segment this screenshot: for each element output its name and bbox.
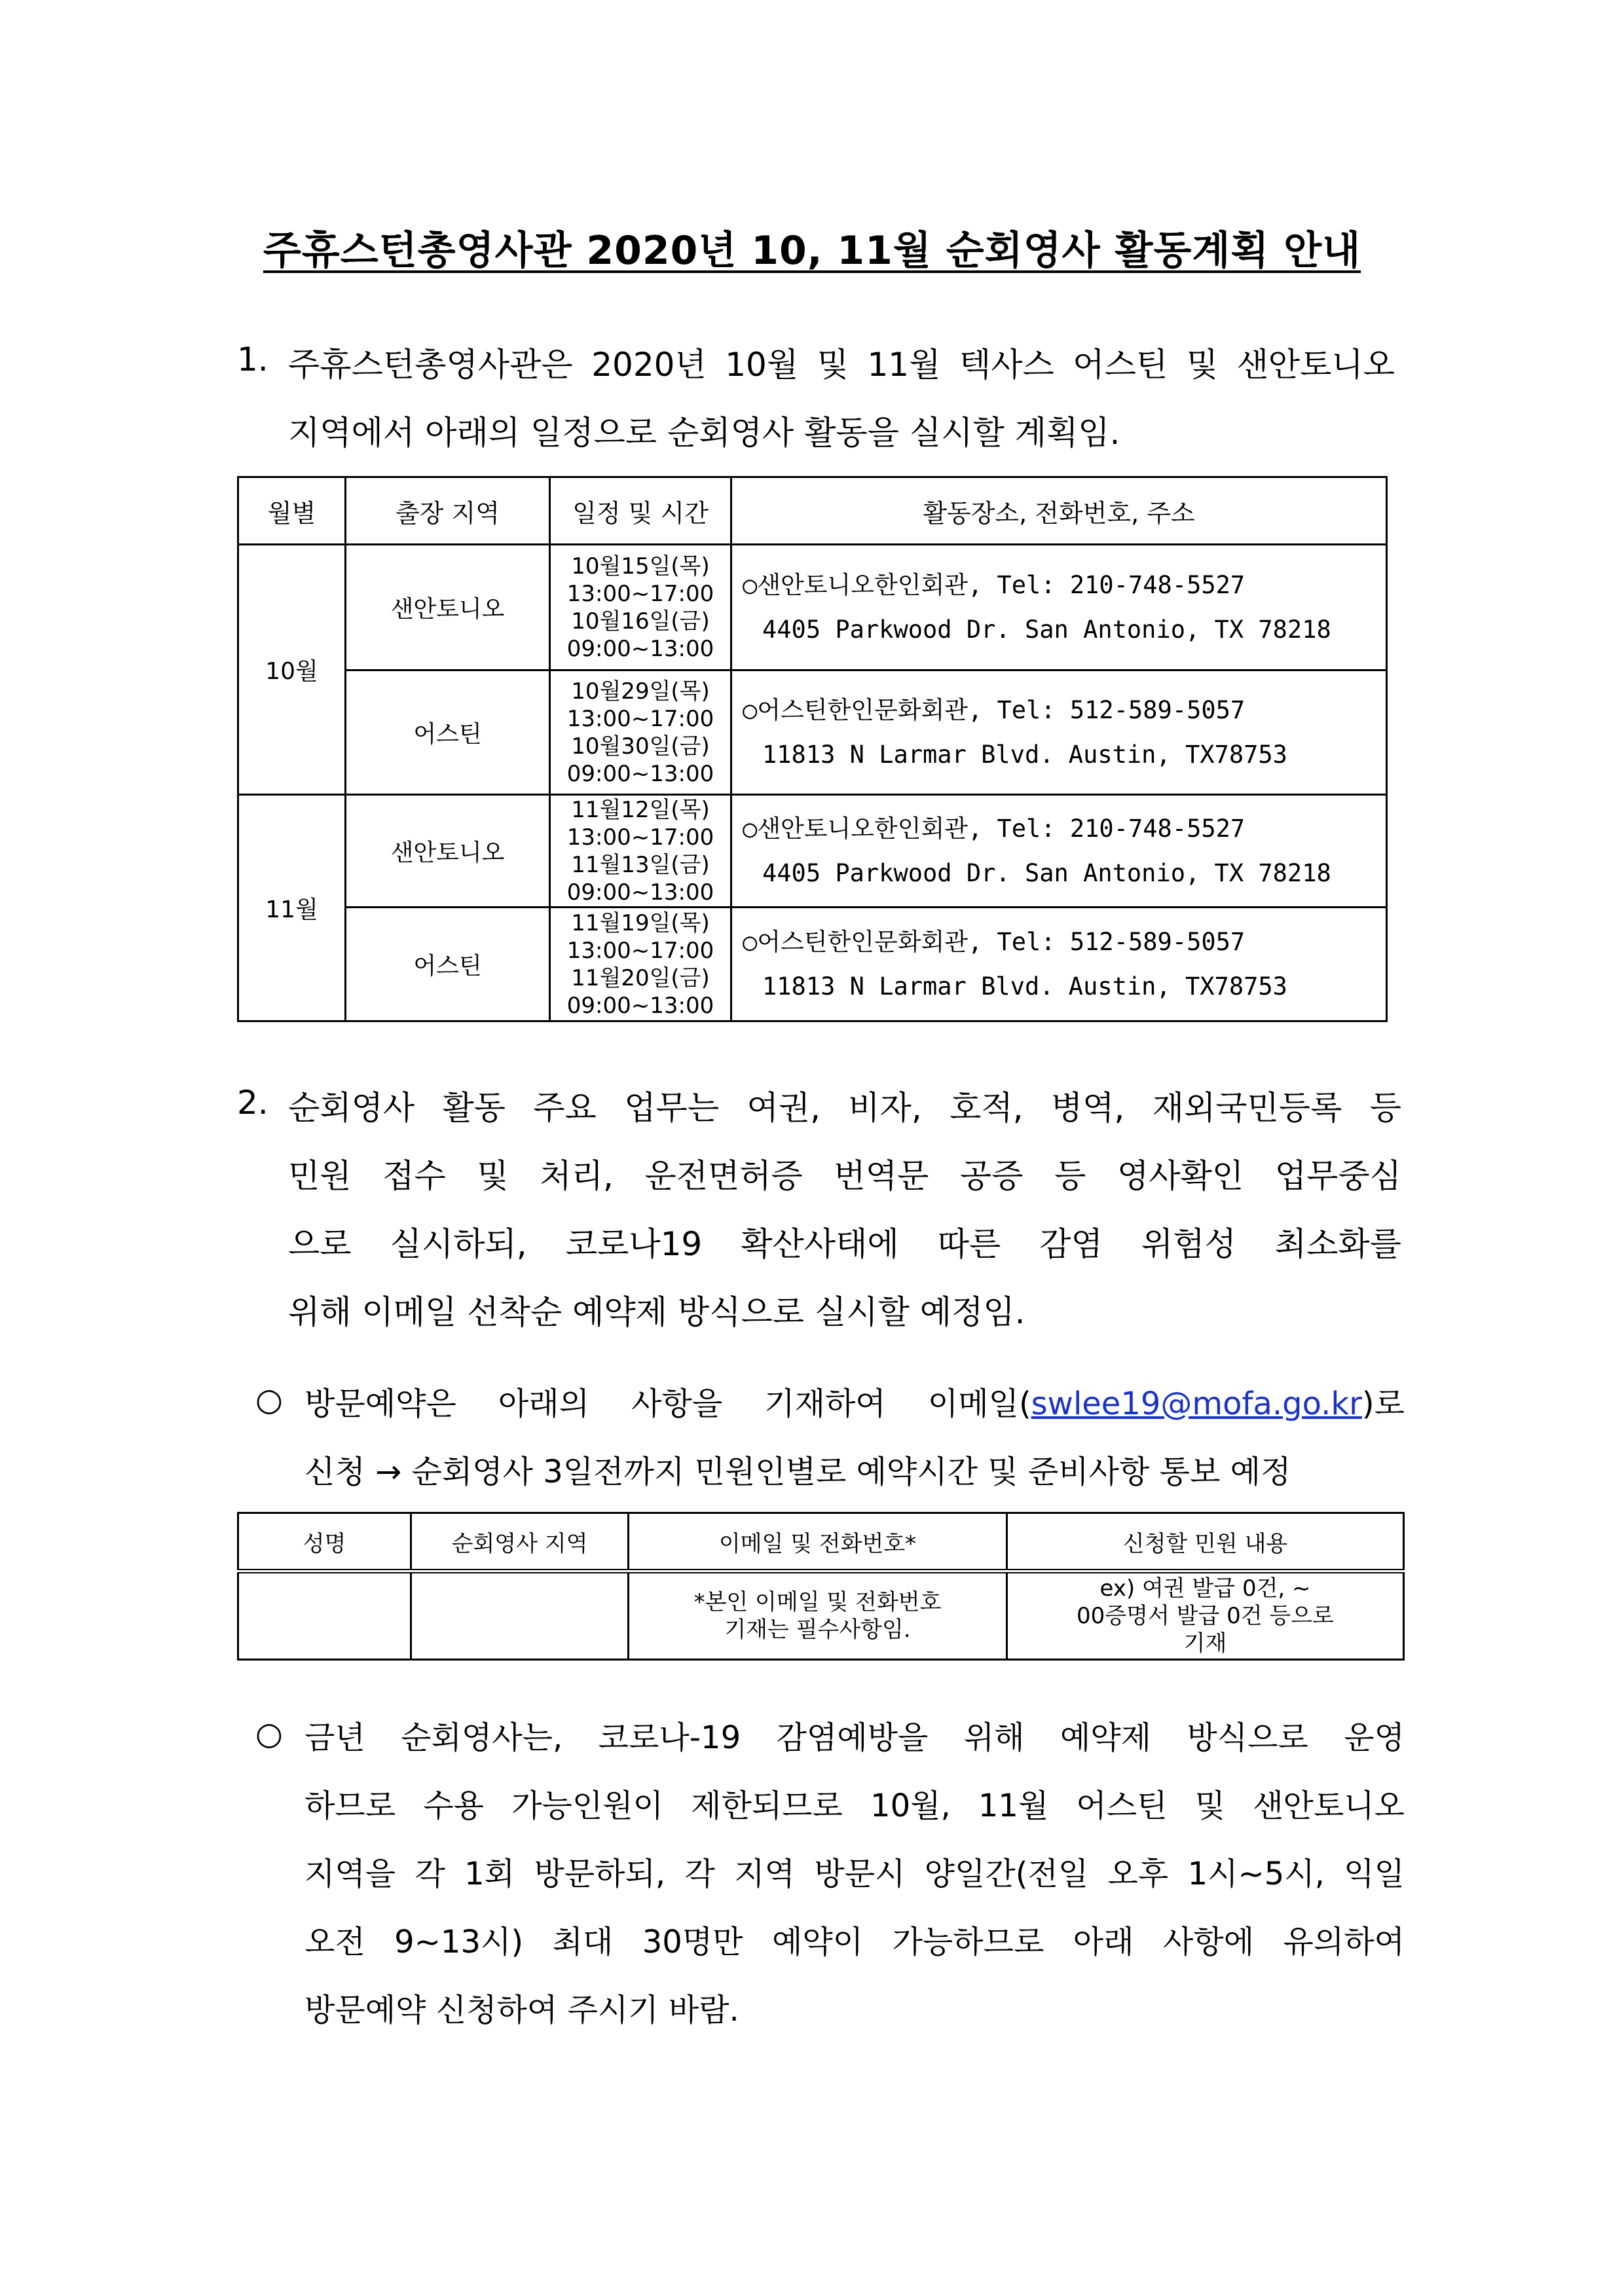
table-row — [238, 795, 1387, 908]
schedule-table — [237, 476, 1388, 1022]
bullet-2-line: 하므로 수용 가능인원이 제한되므로 10월, 11월 어스틴 및 샌안토니오 — [304, 1788, 1405, 1824]
section-2-text — [288, 1074, 1401, 1346]
document-title: 주휴스턴총영사관 2020년 10, 11월 순회영사 활동계획 안내 — [263, 228, 1361, 274]
table-row — [238, 545, 1387, 670]
bullet-1-line: 신청 → 순회영사 3일전까지 민원인별로 예약시간 및 준비사항 통보 예정 — [304, 1454, 1291, 1490]
section-2-line: 민원 접수 및 처리, 운전면허증 번역문 공증 등 영사확인 업무중심 — [288, 1157, 1401, 1195]
venue-address: 4405 Parkwood Dr. San Antonio, TX 78218 — [762, 858, 1331, 887]
venue-cell — [731, 545, 1387, 670]
form-example-row — [238, 1571, 1404, 1660]
schedule-time: 13:00~17:00 — [566, 580, 714, 607]
venue-name: ○샌안토니오한인회관, Tel: 210-748-5527 — [743, 570, 1246, 599]
bullet-1-text-after: )로 — [1361, 1386, 1405, 1422]
region-cell: 어스틴 — [346, 908, 550, 1021]
email-note-line: 기재는 필수사항임. — [724, 1617, 911, 1643]
bullet-1-text-before: 방문예약은 아래의 사항을 기재하여 이메일( — [304, 1386, 1031, 1422]
email-link[interactable]: swlee19@mofa.go.kr — [1031, 1386, 1362, 1422]
section-2-line: 순회영사 활동 주요 업무는 여권, 비자, 호적, 병역, 재외국민등록 등 — [288, 1089, 1401, 1127]
request-content-cell — [1007, 1571, 1404, 1660]
content-note-line: ex) 여권 발급 0건, ~ — [1099, 1575, 1311, 1602]
table-row — [238, 670, 1387, 795]
section-2-line: 으로 실시하되, 코로나19 확산사태에 따른 감염 위험성 최소화를 — [288, 1225, 1401, 1263]
venue-address: 4405 Parkwood Dr. San Antonio, TX 78218 — [762, 615, 1331, 644]
table-row — [238, 908, 1387, 1021]
region-cell — [411, 1571, 629, 1660]
schedule-date: 10월30일(금) — [571, 733, 710, 760]
schedule-date: 11월20일(금) — [571, 964, 710, 991]
content-note-line: 기재 — [1183, 1630, 1227, 1657]
region-cell: 샌안토니오 — [346, 795, 550, 908]
venue-name: ○어스틴한인문화회관, Tel: 512-589-5057 — [743, 695, 1246, 724]
header-region: 출장 지역 — [346, 477, 550, 545]
month-cell: 11월 — [238, 795, 346, 1021]
header-venue: 활동장소, 전화번호, 주소 — [731, 477, 1387, 545]
section-2-line: 위해 이메일 선착순 예약제 방식으로 실시할 예정임. — [288, 1293, 1025, 1331]
section-2-number: 2. — [237, 1084, 268, 1122]
venue-cell — [731, 795, 1387, 908]
venue-address: 11813 N Larmar Blvd. Austin, TX78753 — [762, 740, 1287, 769]
header-month: 월별 — [238, 477, 346, 545]
header-name: 성명 — [238, 1513, 411, 1571]
month-cell: 10월 — [238, 545, 346, 795]
schedule-time: 13:00~17:00 — [566, 705, 714, 732]
schedule-time: 09:00~13:00 — [566, 879, 714, 906]
email-phone-cell — [629, 1571, 1007, 1660]
venue-name: ○샌안토니오한인회관, Tel: 210-748-5527 — [743, 814, 1246, 843]
header-consular-region: 순회영사 지역 — [411, 1513, 629, 1571]
schedule-cell — [550, 670, 731, 795]
schedule-cell — [550, 795, 731, 908]
section-1-number: 1. — [237, 340, 268, 378]
schedule-cell — [550, 908, 731, 1021]
schedule-header-row — [238, 477, 1387, 545]
bullet-1-text — [304, 1370, 1405, 1506]
header-schedule: 일정 및 시간 — [550, 477, 731, 545]
application-form-table — [237, 1512, 1405, 1661]
schedule-time: 09:00~13:00 — [566, 635, 714, 662]
schedule-time: 09:00~13:00 — [566, 760, 714, 787]
bullet-2-line: 오전 9~13시) 최대 30명만 예약이 가능하므로 아래 사항에 유의하여 — [304, 1924, 1405, 1960]
schedule-date: 10월15일(목) — [571, 553, 710, 579]
region-cell: 어스틴 — [346, 670, 550, 795]
schedule-time: 09:00~13:00 — [566, 992, 714, 1019]
schedule-date: 10월16일(금) — [571, 608, 710, 634]
bullet-mark: ○ — [255, 1716, 283, 1752]
bullet-2-text — [304, 1704, 1405, 2044]
email-note-line: *본인 이메일 및 전화번호 — [693, 1589, 942, 1615]
name-cell — [238, 1571, 411, 1660]
venue-cell — [731, 908, 1387, 1021]
bullet-2-line: 지역을 각 1회 방문하되, 각 지역 방문시 양일간(전일 오후 1시~5시, 익일 — [304, 1856, 1405, 1892]
venue-cell — [731, 670, 1387, 795]
bullet-mark: ○ — [255, 1382, 283, 1418]
venue-address: 11813 N Larmar Blvd. Austin, TX78753 — [762, 972, 1287, 1001]
schedule-time: 13:00~17:00 — [566, 937, 714, 964]
section-1-line: 주휴스턴총영사관은 2020년 10월 및 11월 텍사스 어스틴 및 샌안토니오 — [288, 346, 1395, 384]
schedule-date: 11월19일(목) — [571, 909, 710, 936]
section-1-line: 지역에서 아래의 일정으로 순회영사 활동을 실시할 계획임. — [288, 414, 1120, 452]
schedule-date: 10월29일(목) — [571, 678, 710, 705]
content-note-line: 00증명서 발급 0건 등으로 — [1077, 1603, 1334, 1629]
schedule-cell — [550, 545, 731, 670]
section-1-text — [288, 331, 1395, 467]
header-email-phone: 이메일 및 전화번호* — [629, 1513, 1007, 1571]
bullet-1-line — [304, 1370, 1405, 1438]
header-request-content: 신청할 민원 내용 — [1007, 1513, 1404, 1571]
schedule-time: 13:00~17:00 — [566, 824, 714, 851]
bullet-2-line: 금년 순회영사는, 코로나-19 감염예방을 위해 예약제 방식으로 운영 — [304, 1719, 1405, 1756]
venue-name: ○어스틴한인문화회관, Tel: 512-589-5057 — [743, 927, 1246, 956]
form-header-row — [238, 1513, 1404, 1571]
region-cell: 샌안토니오 — [346, 545, 550, 670]
schedule-date: 11월12일(목) — [571, 796, 710, 823]
schedule-date: 11월13일(금) — [571, 851, 710, 878]
bullet-2-line: 방문예약 신청하여 주시기 바람. — [304, 1992, 739, 2029]
